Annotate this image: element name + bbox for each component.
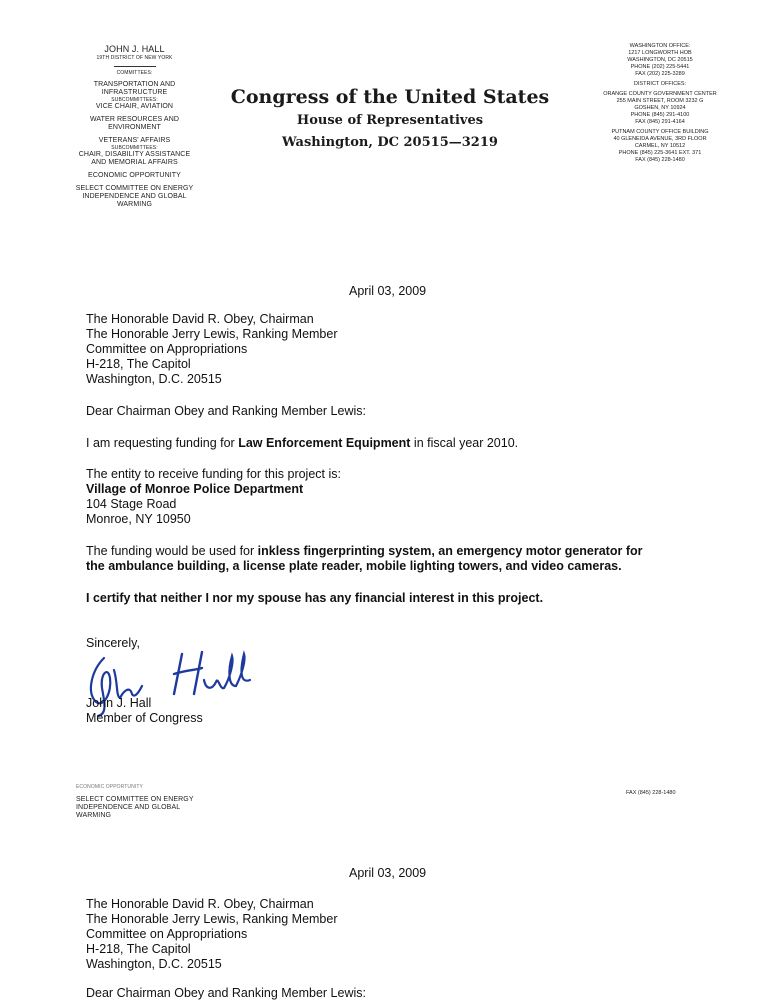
letterhead-house: House of Representatives bbox=[296, 113, 484, 128]
duplicate-salutation: Dear Chairman Obey and Ranking Member Lewis: bbox=[86, 986, 366, 1000]
committee-item bbox=[72, 185, 197, 209]
orange-county-office bbox=[590, 91, 730, 126]
office-address: 40 GLENEIDA AVENUE, 3RD FLOOR bbox=[613, 136, 707, 142]
project-name: Law Enforcement Equipment bbox=[238, 436, 411, 450]
funding-prefix: The funding would be used for bbox=[86, 544, 258, 558]
recipient-line: The Honorable David R. Obey, Chairman bbox=[86, 897, 314, 911]
putnam-county-office bbox=[590, 129, 730, 164]
office-address: 255 MAIN STREET, ROOM 3232 G bbox=[616, 98, 704, 104]
committee-name: VETERANS' AFFAIRS bbox=[98, 137, 171, 144]
committee-item bbox=[72, 137, 197, 167]
member-name: JOHN J. HALL bbox=[104, 44, 165, 54]
entity-address: Monroe, NY 10950 bbox=[86, 512, 191, 526]
committees-label: COMMITTEES: bbox=[116, 70, 153, 76]
office-address: 1217 LONGWORTH HOB bbox=[628, 50, 692, 56]
recipient-line: The Honorable Jerry Lewis, Ranking Member bbox=[86, 327, 338, 341]
closing: Sincerely, bbox=[86, 636, 140, 650]
office-name: ORANGE COUNTY GOVERNMENT CENTER bbox=[603, 91, 717, 97]
office-fax: FAX (845) 291-4164 bbox=[635, 119, 685, 125]
request-paragraph bbox=[86, 436, 518, 451]
office-phone: PHONE (845) 291-4100 bbox=[630, 112, 690, 118]
recipient-line: The Honorable Jerry Lewis, Ranking Member bbox=[86, 912, 338, 926]
request-prefix: I am requesting funding for bbox=[86, 436, 239, 450]
committee-item bbox=[72, 172, 197, 180]
office-name: PUTNAM COUNTY OFFICE BUILDING bbox=[611, 129, 709, 135]
entity-address: 104 Stage Road bbox=[86, 497, 177, 511]
office-fax: FAX (845) 228-1480 bbox=[635, 157, 685, 163]
recipient-line: H-218, The Capitol bbox=[86, 942, 191, 956]
letter-date: April 03, 2009 bbox=[349, 284, 427, 298]
member-district: 19TH DISTRICT OF NEW YORK bbox=[96, 55, 173, 61]
entity-intro: The entity to receive funding for this project is: bbox=[86, 467, 341, 481]
duplicate-date: April 03, 2009 bbox=[349, 866, 427, 880]
signer-name: John J. Hall bbox=[86, 696, 152, 710]
committee-item bbox=[72, 81, 197, 111]
subcommittees-label: SUBCOMMITTEES: bbox=[111, 97, 158, 103]
signer-title: Member of Congress bbox=[86, 711, 203, 725]
committee-name: ECONOMIC OPPORTUNITY bbox=[88, 172, 181, 179]
recipient-line: Washington, D.C. 20515 bbox=[86, 957, 222, 971]
office-fax: FAX (202) 225-3289 bbox=[635, 71, 685, 77]
subcommittee-name: VICE CHAIR, AVIATION bbox=[95, 103, 174, 110]
salutation: Dear Chairman Obey and Ranking Member Lewis: bbox=[86, 404, 366, 418]
entity-block bbox=[86, 467, 341, 527]
office-address: GOSHEN, NY 10924 bbox=[634, 105, 686, 111]
entity-name: Village of Monroe Police Department bbox=[86, 482, 304, 496]
committee-name: WATER RESOURCES AND ENVIRONMENT bbox=[89, 116, 180, 131]
office-column bbox=[590, 43, 730, 167]
signature-block bbox=[86, 696, 203, 726]
subcommittees-label: SUBCOMMITTEES: bbox=[111, 145, 158, 151]
duplicate-committee-column bbox=[76, 784, 196, 820]
divider bbox=[114, 66, 156, 67]
recipient-line: Committee on Appropriations bbox=[86, 927, 248, 941]
duplicate-recipient-block bbox=[86, 897, 338, 972]
recipient-line: Committee on Appropriations bbox=[86, 342, 248, 356]
washington-office bbox=[590, 43, 730, 78]
request-suffix: in fiscal year 2010. bbox=[410, 436, 519, 450]
letterhead-title: Congress of the United States bbox=[230, 86, 550, 108]
recipient-line: H-218, The Capitol bbox=[86, 357, 191, 371]
office-phone: PHONE (202) 225-5441 bbox=[630, 64, 690, 70]
office-address: CARMEL, NY 10512 bbox=[634, 143, 686, 149]
committee-name: TRANSPORTATION AND INFRASTRUCTURE bbox=[93, 81, 176, 96]
funding-detail: inkless fingerprinting system, an emergency motor generator for bbox=[257, 544, 643, 558]
recipient-line: Washington, D.C. 20515 bbox=[86, 372, 222, 386]
recipient-block bbox=[86, 312, 338, 387]
committee-column bbox=[72, 44, 197, 214]
recipient-line: The Honorable David R. Obey, Chairman bbox=[86, 312, 314, 326]
committee-item bbox=[72, 116, 197, 132]
office-phone: PHONE (845) 225-3641 EXT. 371 bbox=[618, 150, 702, 156]
committee-name: SELECT COMMITTEE ON ENERGY INDEPENDENCE AND GLOBAL WARMING bbox=[75, 185, 194, 208]
econ-fragment: ECONOMIC OPPORTUNITY bbox=[76, 784, 143, 790]
funding-detail: the ambulance building, a license plate reader, mobile lighting towers, and video cameras. bbox=[86, 559, 622, 573]
letterhead-address: Washington, DC 20515—3219 bbox=[282, 135, 498, 150]
select-committee: SELECT COMMITTEE ON ENERGY INDEPENDENCE AND GLOBAL WARMING bbox=[76, 796, 194, 819]
office-label: WASHINGTON OFFICE: bbox=[629, 43, 691, 49]
district-offices-label: DISTRICT OFFICES: bbox=[633, 81, 687, 87]
office-address: WASHINGTON, DC 20515 bbox=[627, 57, 693, 63]
duplicate-fax: FAX (845) 228-1480 bbox=[626, 790, 676, 796]
subcommittee-name: CHAIR, DISABILITY ASSISTANCE AND MEMORIAL AFFAIRS bbox=[78, 151, 191, 166]
certification: I certify that neither I nor my spouse has any financial interest in this project. bbox=[86, 591, 544, 605]
funding-paragraph bbox=[86, 544, 642, 574]
